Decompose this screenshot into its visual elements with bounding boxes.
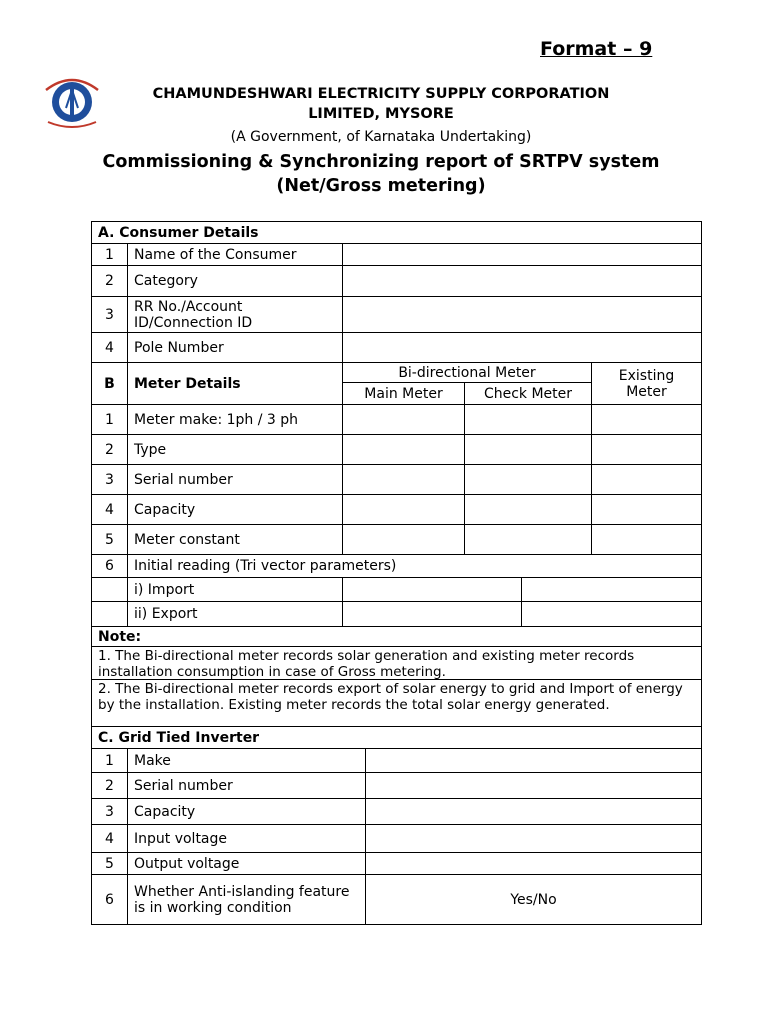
field-label-pole-number: Pole Number bbox=[127, 332, 343, 363]
org-name-line1: CHAMUNDESHWARI ELECTRICITY SUPPLY CORPORATION bbox=[152, 86, 610, 102]
import-existing-field[interactable] bbox=[521, 577, 702, 602]
main-meter-type-field[interactable] bbox=[342, 434, 465, 465]
field-label-consumer-name: Name of the Consumer bbox=[127, 243, 343, 266]
main-meter-header: Main Meter bbox=[342, 382, 465, 405]
bidirectional-meter-header: Bi-directional Meter bbox=[342, 362, 592, 383]
field-label-inverter-serial: Serial number bbox=[127, 772, 366, 799]
check-meter-type-field[interactable] bbox=[464, 434, 592, 465]
existing-meter-capacity-field[interactable] bbox=[591, 494, 702, 525]
row-number: 3 bbox=[91, 464, 128, 495]
main-meter-constant-field[interactable] bbox=[342, 524, 465, 555]
field-label-type: Type bbox=[127, 434, 343, 465]
field-label-inverter-capacity: Capacity bbox=[127, 798, 366, 825]
row-number: 4 bbox=[91, 824, 128, 853]
section-a-header: A. Consumer Details bbox=[91, 221, 702, 244]
existing-meter-constant-field[interactable] bbox=[591, 524, 702, 555]
existing-meter-make-field[interactable] bbox=[591, 404, 702, 435]
category-field[interactable] bbox=[342, 265, 702, 297]
row-number: 1 bbox=[91, 243, 128, 266]
field-label-category: Category bbox=[127, 265, 343, 297]
import-bidirectional-field[interactable] bbox=[342, 577, 522, 602]
check-meter-capacity-field[interactable] bbox=[464, 494, 592, 525]
section-b-letter: B bbox=[91, 362, 128, 405]
row-number: 6 bbox=[91, 874, 128, 925]
note-2: 2. The Bi-directional meter records export of solar energy to grid and Import of energy by the installation. Existing meter records the total solar energy generated. bbox=[91, 679, 702, 727]
row-number: 5 bbox=[91, 852, 128, 875]
section-b-header: Meter Details bbox=[127, 362, 343, 405]
report-title-line2: (Net/Gross metering) bbox=[276, 176, 486, 196]
report-title-line1: Commissioning & Synchronizing report of SRTPV system bbox=[102, 152, 660, 172]
format-number: Format – 9 bbox=[540, 38, 653, 60]
check-meter-header: Check Meter bbox=[464, 382, 592, 405]
org-subtitle: (A Government, of Karnataka Undertaking) bbox=[230, 129, 532, 145]
existing-meter-header: Existing Meter bbox=[591, 362, 702, 405]
field-label-output-voltage: Output voltage bbox=[127, 852, 366, 875]
existing-meter-serial-field[interactable] bbox=[591, 464, 702, 495]
existing-meter-type-field[interactable] bbox=[591, 434, 702, 465]
check-meter-constant-field[interactable] bbox=[464, 524, 592, 555]
export-existing-field[interactable] bbox=[521, 601, 702, 627]
check-meter-make-field[interactable] bbox=[464, 404, 592, 435]
row-number: 3 bbox=[91, 798, 128, 825]
field-label-meter-constant: Meter constant bbox=[127, 524, 343, 555]
row-number: 2 bbox=[91, 772, 128, 799]
field-label-inverter-make: Make bbox=[127, 748, 366, 773]
field-label-anti-islanding: Whether Anti-islanding feature is in working condition bbox=[127, 874, 366, 925]
field-label-capacity: Capacity bbox=[127, 494, 343, 525]
inverter-serial-field[interactable] bbox=[365, 772, 702, 799]
row-number: 3 bbox=[91, 296, 128, 333]
export-label: ii) Export bbox=[127, 601, 343, 627]
export-bidirectional-field[interactable] bbox=[342, 601, 522, 627]
output-voltage-field[interactable] bbox=[365, 852, 702, 875]
import-label: i) Import bbox=[127, 577, 343, 602]
blank-cell bbox=[91, 601, 128, 627]
row-number: 6 bbox=[91, 554, 128, 578]
consumer-name-field[interactable] bbox=[342, 243, 702, 266]
row-number: 5 bbox=[91, 524, 128, 555]
blank-cell bbox=[91, 577, 128, 602]
row-number: 4 bbox=[91, 494, 128, 525]
main-meter-capacity-field[interactable] bbox=[342, 494, 465, 525]
note-header: Note: bbox=[91, 626, 702, 647]
anti-islanding-yes-no-field[interactable]: Yes/No bbox=[365, 874, 702, 925]
field-label-meter-make: Meter make: 1ph / 3 ph bbox=[127, 404, 343, 435]
rr-no-field[interactable] bbox=[342, 296, 702, 333]
check-meter-serial-field[interactable] bbox=[464, 464, 592, 495]
inverter-capacity-field[interactable] bbox=[365, 798, 702, 825]
field-label-input-voltage: Input voltage bbox=[127, 824, 366, 853]
row-number: 4 bbox=[91, 332, 128, 363]
org-name-line2: LIMITED, MYSORE bbox=[308, 106, 454, 122]
section-c-header: C. Grid Tied Inverter bbox=[91, 726, 702, 749]
inverter-make-field[interactable] bbox=[365, 748, 702, 773]
note-1: 1. The Bi-directional meter records solar generation and existing meter records installation consumption in case of Gross metering. bbox=[91, 646, 702, 680]
row-number: 2 bbox=[91, 265, 128, 297]
input-voltage-field[interactable] bbox=[365, 824, 702, 853]
field-label-rr-no: RR No./Account ID/Connection ID bbox=[127, 296, 343, 333]
row-number: 1 bbox=[91, 748, 128, 773]
row-number: 2 bbox=[91, 434, 128, 465]
main-meter-serial-field[interactable] bbox=[342, 464, 465, 495]
pole-number-field[interactable] bbox=[342, 332, 702, 363]
main-meter-make-field[interactable] bbox=[342, 404, 465, 435]
initial-reading-label: Initial reading (Tri vector parameters) bbox=[127, 554, 702, 578]
field-label-serial-number: Serial number bbox=[127, 464, 343, 495]
row-number: 1 bbox=[91, 404, 128, 435]
